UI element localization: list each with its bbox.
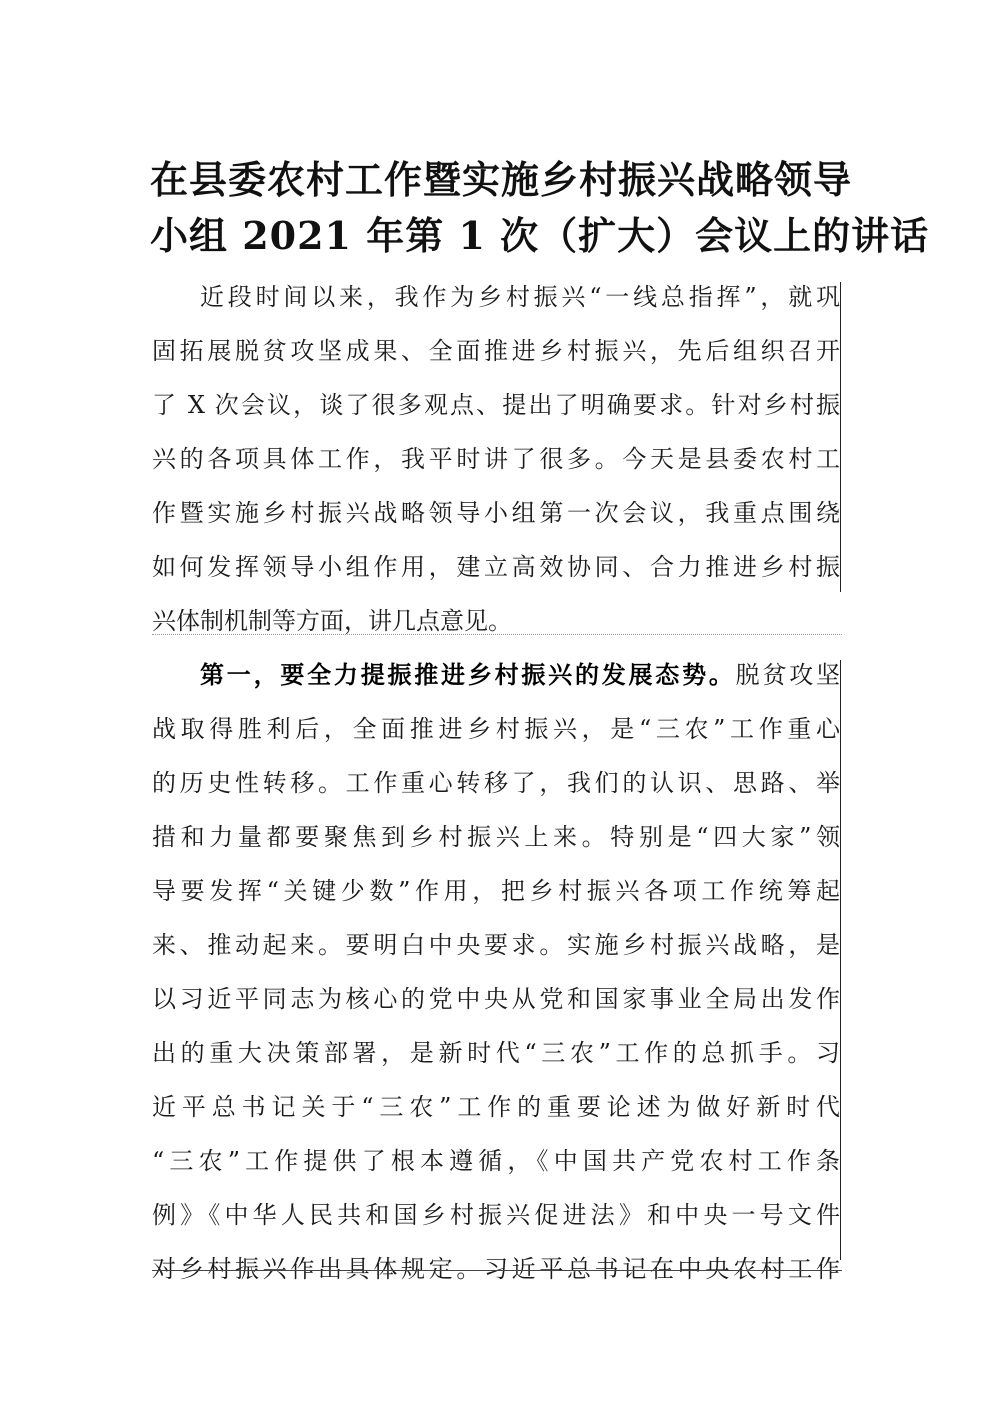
- paragraph-line: “三农”工作提供了根本遵循，《中国共产党农村工作条: [152, 1147, 840, 1175]
- paragraph-line: 以习近平同志为核心的党中央从党和国家事业全局出发作: [152, 985, 840, 1013]
- paragraph-line: 对乡村振兴作出具体规定。习近平总书记在中央农村工作: [152, 1255, 840, 1283]
- paragraph-line: 战取得胜利后，全面推进乡村振兴，是“三农”工作重心: [152, 715, 840, 743]
- paragraph-line: 措和力量都要聚焦到乡村振兴上来。特别是“四大家”领: [152, 823, 840, 851]
- section-1-paragraph: [152, 648, 840, 1296]
- paragraph-line: 作暨实施乡村振兴战略领导小组第一次会议，我重点围绕: [152, 499, 840, 527]
- paragraph-line: 出的重大决策部署，是新时代“三农”工作的总抓手。习: [152, 1039, 840, 1067]
- paragraph-line: 兴的各项具体工作，我平时讲了很多。今天是县委农村工: [152, 445, 840, 473]
- paragraph-line: 近平总书记关于“三农”工作的重要论述为做好新时代: [152, 1093, 840, 1121]
- title-line-2: 小组 2021 年第 1 次（扩大）会议上的讲话: [150, 213, 930, 258]
- paragraph-line: [152, 648, 840, 702]
- section-heading: 第一，要全力提振推进乡村振兴的发展态势。: [200, 660, 736, 689]
- paragraph-line: 了 X 次会议，谈了很多观点、提出了明确要求。针对乡村振: [152, 391, 840, 419]
- page-bottom-rule: [152, 1270, 842, 1271]
- paragraph-divider: [152, 634, 842, 635]
- paragraph-line: 固拓展脱贫攻坚成果、全面推进乡村振兴，先后组织召开: [152, 337, 840, 365]
- paragraph-line: 导要发挥“关键少数”作用，把乡村振兴各项工作统筹起: [152, 877, 840, 905]
- paragraph-line: 例》《中华人民共和国乡村振兴促进法》和中央一号文件: [152, 1201, 840, 1229]
- paragraph-line: 来、推动起来。要明白中央要求。实施乡村振兴战略，是: [152, 931, 840, 959]
- title-line-1: 在县委农村工作暨实施乡村振兴战略领导: [150, 157, 853, 202]
- margin-bar: [840, 282, 841, 592]
- document-title: [150, 152, 930, 264]
- heading-continuation: 脱贫攻坚: [735, 661, 841, 689]
- margin-bar: [840, 660, 841, 1260]
- paragraph-line: 的历史性转移。工作重心转移了，我们的认识、思路、举: [152, 769, 840, 797]
- paragraph-line: 兴体制机制等方面，讲几点意见。: [152, 607, 512, 635]
- intro-paragraph: [152, 270, 840, 648]
- paragraph-line: 近段时间以来，我作为乡村振兴“一线总指挥”，就巩: [200, 283, 840, 311]
- paragraph-line: 如何发挥领导小组作用，建立高效协同、合力推进乡村振: [152, 553, 840, 581]
